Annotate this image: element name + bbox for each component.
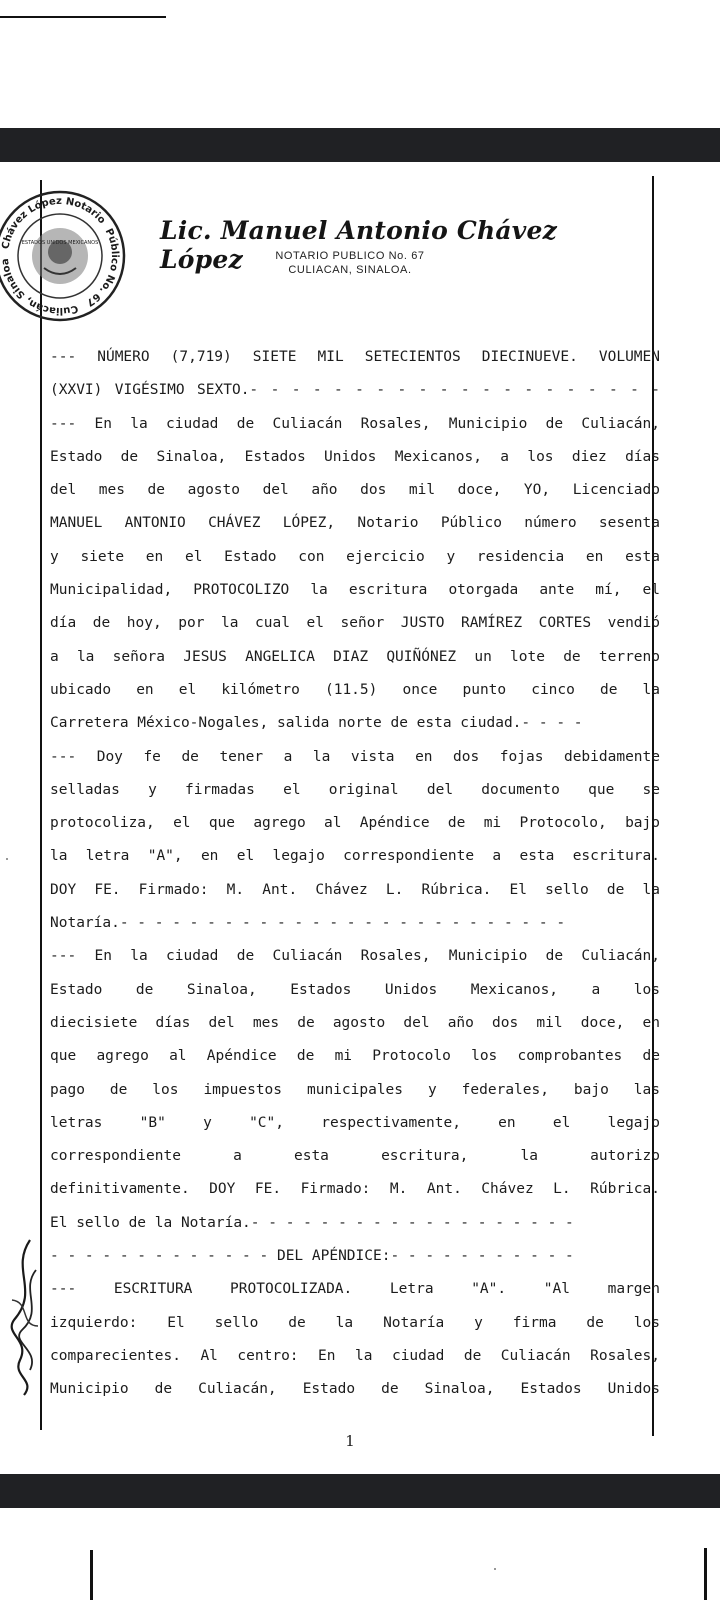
body-line: definitivamente. DOY FE. Firmado: M. Ant. Chávez L. Rúbrica.	[50, 1181, 660, 1198]
seal-text-bottom: Culiacán, Sinaloa	[0, 257, 80, 317]
body-line: --- NÚMERO (7,719) SIETE MIL SETECIENTOS DIECINUEVE. VOLUMEN	[50, 349, 660, 365]
scan-speck	[494, 1568, 496, 1570]
body-line: día de hoy, por la cual el señor JUSTO RAMÍREZ CORTES vendió	[50, 615, 660, 632]
body-line: diecisiete días del mes de agosto del año dos mil doce, en	[50, 1014, 660, 1031]
signature-scribble	[0, 1230, 60, 1400]
body-line: la letra "A", en el legajo correspondiente a esta escritura.	[50, 848, 660, 865]
body-line: comparecientes. Al centro: En la ciudad de Culiacán Rosales,	[50, 1347, 660, 1364]
body-line: El sello de la Notaría.- - - - - - - - - - - - - - - - - - -	[50, 1214, 574, 1231]
body-line: protocoliza, el que agrego al Apéndice de mi Protocolo, bajo	[50, 815, 660, 832]
notary-seal	[0, 188, 128, 324]
seal-text-right: Público No. 67	[84, 227, 121, 308]
body-line: izquierdo: El sello de la Notaría y firma de los	[50, 1314, 660, 1331]
body-line: Municipalidad, PROTOCOLIZO la escritura otorgada ante mí, el	[50, 582, 660, 599]
body-line: Municipio de Culiacán, Estado de Sinaloa, Estados Unidos	[50, 1381, 660, 1398]
body-line: --- Doy fe de tener a la vista en dos fojas debidamente	[50, 748, 660, 765]
body-line: del mes de agosto del año dos mil doce, YO, Licenciado	[50, 482, 660, 499]
body-line: --- ESCRITURA PROTOCOLIZADA. Letra "A". "Al margen	[50, 1281, 660, 1298]
body-line: a la señora JESUS ANGELICA DIAZ QUIÑÓNEZ un lote de terreno	[50, 648, 660, 665]
body-line: - - - - - - - - - - - - - DEL APÉNDICE:- - - - - - - - - - -	[50, 1248, 574, 1265]
page-number: 1	[345, 1432, 355, 1450]
notary-city: CULIACAN, SINALOA.	[288, 264, 412, 276]
body-line: DOY FE. Firmado: M. Ant. Chávez L. Rúbrica. El sello de la	[50, 881, 660, 898]
body-line: correspondiente a esta escritura, la autorizo	[50, 1148, 660, 1165]
body-line: Notaría.- - - - - - - - - - - - - - - - - - - - - - - - - -	[50, 915, 566, 932]
bottom-left-margin-line	[90, 1550, 93, 1600]
seal-text-left: ESTADOS UNIDOS MEXICANOS	[21, 240, 99, 246]
body-line: Carretera México-Nogales, salida norte de esta ciudad.- - - -	[50, 715, 583, 732]
top-dark-band	[0, 128, 720, 162]
document-body	[50, 341, 660, 1407]
bottom-right-margin-line	[704, 1548, 707, 1600]
top-left-rule	[0, 16, 166, 18]
body-line: y siete en el Estado con ejercicio y residencia en esta	[50, 548, 660, 565]
notary-name: Lic. Manuel Antonio Chávez López	[160, 216, 557, 274]
bottom-dark-band	[0, 1474, 720, 1508]
body-line: que agrego al Apéndice de mi Protocolo los comprobantes de	[50, 1048, 660, 1065]
body-line: selladas y firmadas el original del documento que se	[50, 781, 660, 798]
notary-title: NOTARIO PUBLICO No. 67	[275, 250, 425, 262]
body-line: --- En la ciudad de Culiacán Rosales, Municipio de Culiacán,	[50, 948, 660, 965]
scan-speck	[6, 858, 8, 860]
body-line: pago de los impuestos municipales y federales, bajo las	[50, 1081, 660, 1098]
body-line: (XXVI) VIGÉSIMO SEXTO.- - - - - - - - - - - - - - - - - - - -	[50, 382, 660, 399]
body-line: Estado de Sinaloa, Estados Unidos Mexicanos, a los	[50, 981, 660, 998]
seal-text-top: Chávez López Notario	[0, 195, 108, 251]
body-line: --- En la ciudad de Culiacán Rosales, Municipio de Culiacán,	[50, 415, 660, 432]
body-line: letras "B" y "C", respectivamente, en el legajo	[50, 1114, 660, 1131]
body-line: ubicado en el kilómetro (11.5) once punto cinco de la	[50, 681, 660, 698]
body-line: Estado de Sinaloa, Estados Unidos Mexicanos, a los diez días	[50, 448, 660, 465]
body-line: MANUEL ANTONIO CHÁVEZ LÓPEZ, Notario Público número sesenta	[50, 515, 660, 532]
